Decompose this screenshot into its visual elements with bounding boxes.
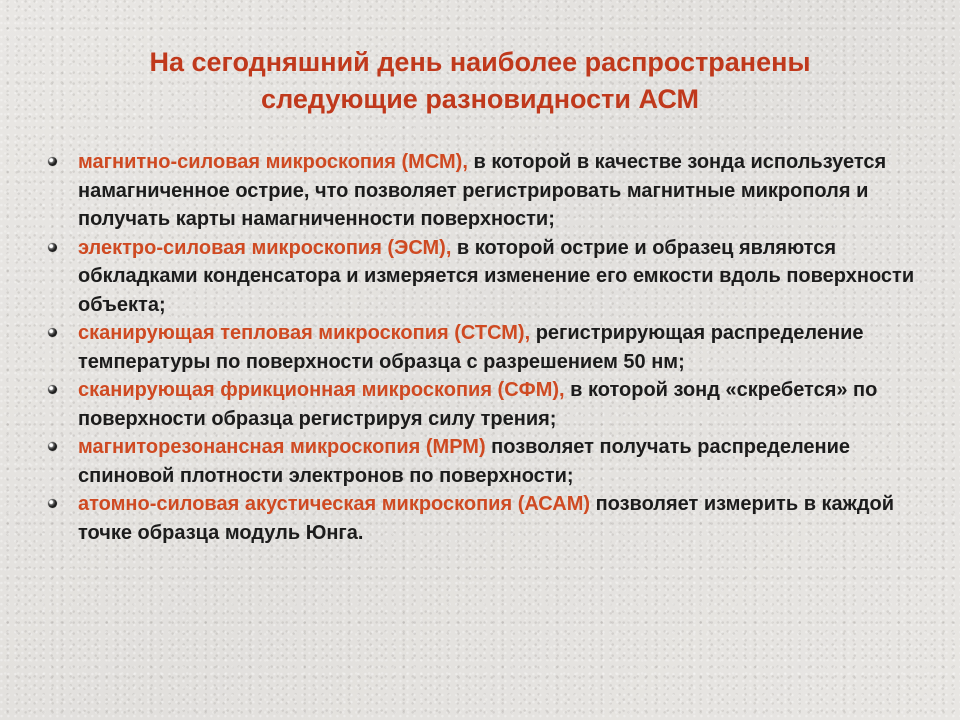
list-item-mrm	[40, 433, 920, 490]
item-term: магнитно-силовая микроскопия (МСМ),	[78, 151, 468, 173]
item-description: в которой в качестве зонда используется намагниченное острие, что позволяет регистрировать магнитные микрополя и получать карты намагниченности поверхности;	[78, 151, 887, 230]
bullet-list	[40, 148, 920, 547]
item-term: магниторезонансная микроскопия (МРМ)	[78, 436, 486, 458]
item-term: сканирующая фрикционная микроскопия (СФМ),	[78, 379, 565, 401]
slide-title-line-1: На сегодняшний день наиболее распространены	[149, 47, 811, 77]
item-description: в которой зонд «скребется» по поверхности образца регистрируя силу трения;	[78, 379, 878, 430]
item-description: позволяет получать распределение спиновой плотности электронов по поверхности;	[78, 436, 850, 487]
item-term: электро-силовая микроскопия (ЭСМ),	[78, 236, 452, 259]
bullet-dot-icon	[48, 385, 57, 394]
slide-title	[60, 44, 900, 118]
bullet-dot-icon	[48, 328, 57, 337]
bullet-dot-icon	[48, 442, 57, 451]
item-term: сканирующая тепловая микроскопия (СТСМ),	[78, 322, 531, 344]
list-item-sfm	[40, 376, 920, 433]
list-item-esm	[40, 234, 920, 320]
slide-title-line-2: следующие разновидности АСМ	[261, 84, 699, 114]
bullet-dot-icon	[48, 157, 57, 166]
list-item-mcm	[40, 148, 920, 234]
item-description: позволяет измерить в каждой точке образца модуль Юнга.	[78, 493, 895, 544]
bullet-dot-icon	[48, 243, 57, 252]
item-term: атомно-силовая акустическая микроскопия (АСАМ)	[78, 493, 591, 515]
list-item-stsm	[40, 319, 920, 376]
list-item-asam	[40, 490, 920, 547]
item-description: в которой острие и образец являются обкладками конденсатора и измеряется изменение его емкости вдоль поверхности объекта;	[78, 236, 915, 316]
item-description: регистрирующая распределение температуры по поверхности образца с разрешением 50 нм;	[78, 322, 864, 373]
bullet-dot-icon	[48, 499, 57, 508]
